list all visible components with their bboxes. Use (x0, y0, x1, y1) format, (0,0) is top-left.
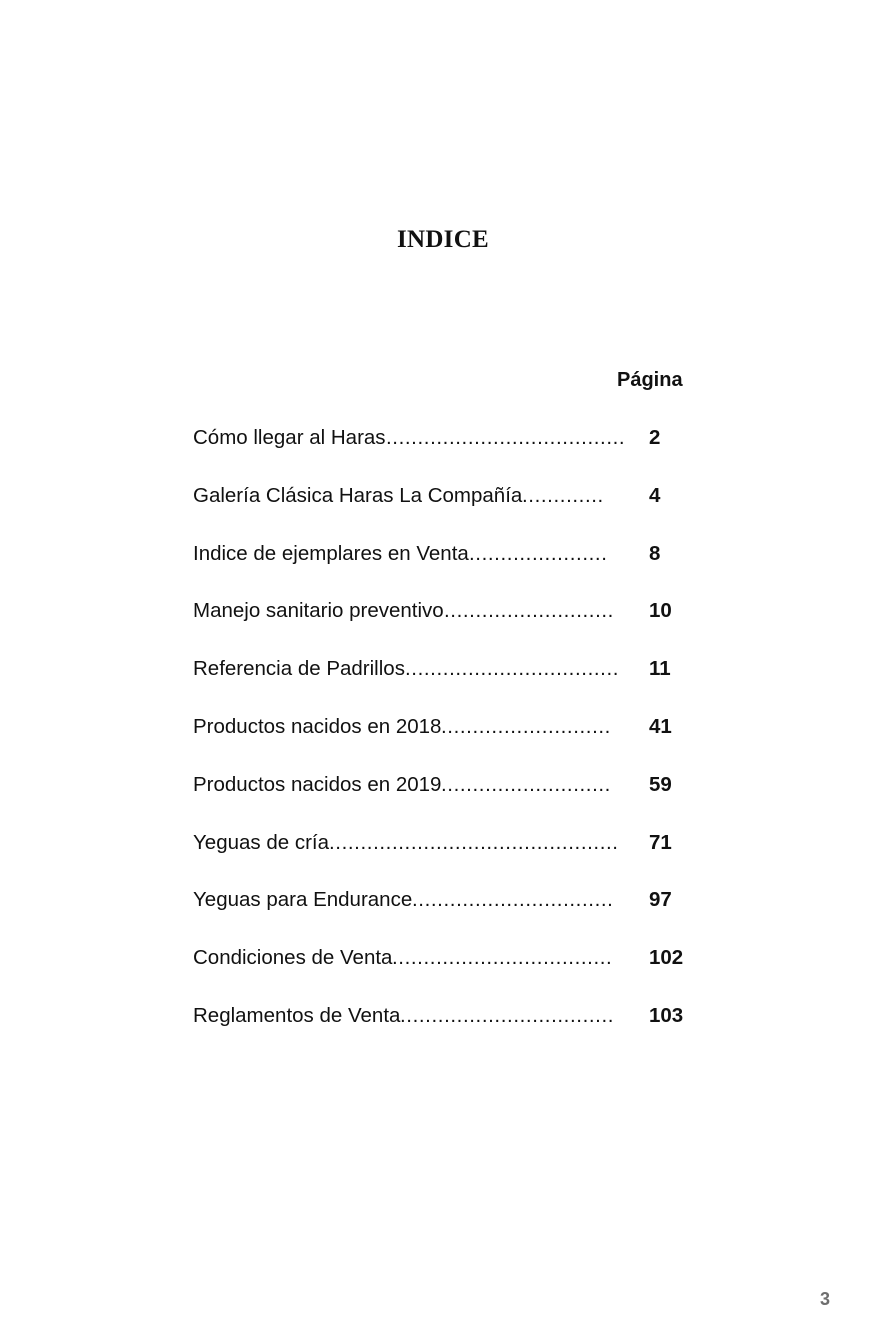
toc-entry-leader: ........................... (444, 599, 614, 623)
toc-entry-title: Galería Clásica Haras La Compañía (193, 483, 523, 507)
toc-entry (193, 597, 713, 655)
toc-entry (193, 886, 713, 944)
toc-entry-leader: .................................. (400, 1003, 615, 1027)
toc-entry-leader: ........................... (441, 772, 611, 796)
toc-entry (193, 655, 713, 713)
toc-entry-leader: ................................ (412, 888, 614, 912)
toc-entry-leader: ...................... (469, 541, 608, 565)
toc-entry (193, 829, 713, 887)
toc-entry (193, 424, 713, 482)
toc-entry-page: 4 (649, 483, 661, 507)
toc-entry-page: 71 (649, 830, 672, 854)
toc-entry-page: 102 (649, 946, 684, 970)
toc-entry-page: 8 (649, 541, 661, 565)
toc-entry-title: Cómo llegar al Haras (193, 426, 386, 449)
toc-entry-title: Condiciones de Venta (193, 946, 393, 970)
toc-entry-leader: ................................... (392, 946, 613, 970)
toc-entry-title: Yeguas de cría (193, 830, 330, 854)
toc-entry-page: 41 (649, 714, 672, 738)
toc-entry-title: Indice de ejemplares en Venta (193, 541, 469, 565)
toc-entry-title: Manejo sanitario preventivo (193, 599, 444, 623)
toc-entry (193, 540, 713, 598)
toc-list (193, 424, 713, 1060)
toc-entry-title: Referencia de Padrillos (193, 657, 405, 681)
toc-entry-leader: .................................. (405, 657, 620, 681)
toc-entry (193, 482, 713, 540)
toc-entry-leader: ........................... (441, 714, 611, 738)
toc-entry-title: Productos nacidos en 2018 (193, 714, 442, 738)
page-number: 3 (820, 1289, 831, 1309)
toc-entry (193, 944, 713, 1002)
toc-entry-page: 2 (649, 426, 661, 449)
toc-entry-title: Yeguas para Endurance (193, 888, 413, 912)
page-column-header: Página (617, 369, 683, 391)
page-title: INDICE (396, 226, 490, 253)
toc-entry (193, 771, 713, 829)
toc-entry-leader: ...................................... (386, 426, 626, 449)
toc-entry-page: 103 (649, 1003, 684, 1027)
toc-entry-page: 11 (649, 657, 671, 681)
toc-entry (193, 1002, 713, 1060)
toc-entry-page: 10 (649, 599, 672, 623)
toc-entry (193, 713, 713, 771)
toc-entry-title: Productos nacidos en 2019 (193, 772, 442, 796)
toc-entry-leader: ............. (522, 483, 604, 507)
toc-entry-leader: .............................................. (329, 830, 619, 854)
toc-entry-page: 97 (649, 888, 672, 912)
toc-entry-page: 59 (649, 772, 672, 796)
toc-entry-title: Reglamentos de Venta (193, 1003, 401, 1027)
